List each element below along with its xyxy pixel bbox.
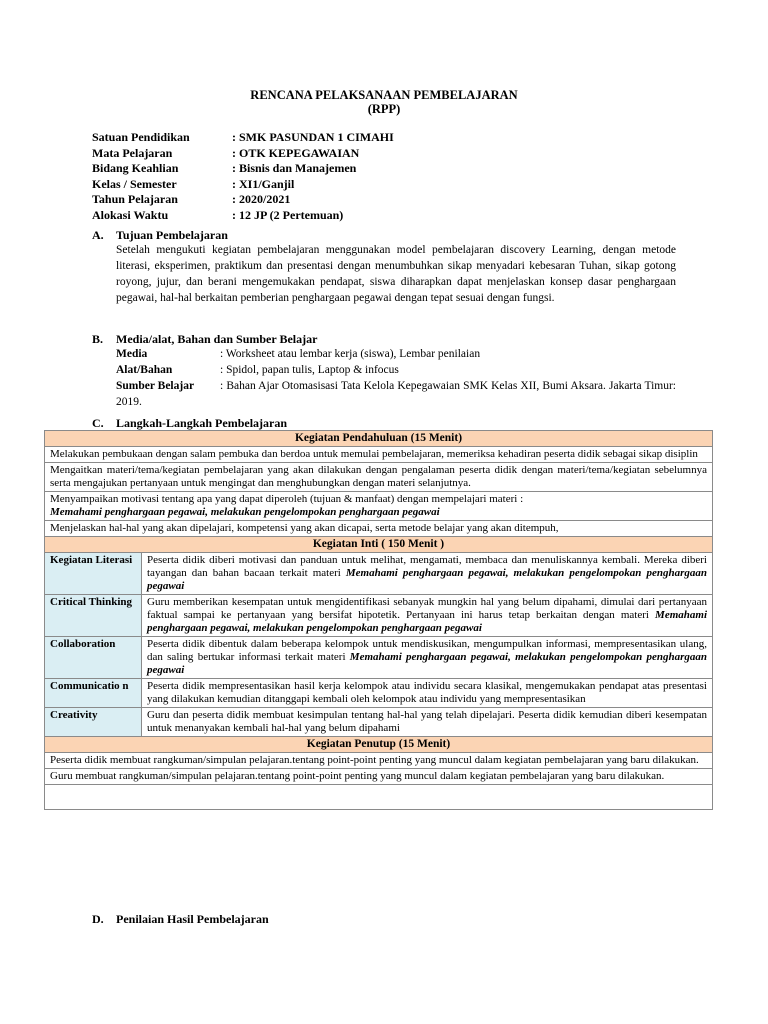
- langkah-table: [44, 430, 713, 810]
- meta-value: : XI1/Ganjil: [232, 176, 295, 191]
- section-title: Media/alat, Bahan dan Sumber Belajar: [116, 332, 318, 346]
- activity-text: [142, 637, 713, 679]
- activity-emphasis: Memahami penghargaan pegawai, melakukan pengelompokan penghargaan pegawai: [147, 609, 707, 634]
- table-row: [45, 679, 713, 708]
- section-label: B.: [92, 332, 104, 346]
- meta-row: [92, 177, 394, 193]
- meta-row: [92, 146, 394, 162]
- table-row: [45, 708, 713, 737]
- table-header-row: [45, 737, 713, 753]
- alat-value: : Spidol, papan tulis, Laptop & infocus: [220, 364, 399, 376]
- activity-body: Peserta didik diberi motivasi dan panduan untuk melihat, mengamati, membaca dan menuliskannya kembali. Mereka diberi tayangan dan bahan bacaan terkait materi: [147, 554, 707, 579]
- table-row: [45, 553, 713, 595]
- activity-text: [142, 595, 713, 637]
- table-cell: Peserta didik membuat rangkuman/simpulan pelajaran.tentang point-point penting yang muncul dalam kegiatan pembelajaran yang baru dilakukan.: [45, 753, 713, 769]
- document-title: RENCANA PELAKSANAAN PEMBELAJARAN: [250, 88, 518, 102]
- table-row: [45, 447, 713, 463]
- activity-label: Communicatio n: [45, 679, 142, 708]
- meta-key: Alokasi Waktu: [92, 207, 169, 222]
- meta-value: : OTK KEPEGAWAIAN: [232, 145, 360, 160]
- section-title: Langkah-Langkah Pembelajaran: [116, 416, 288, 430]
- table-row: [45, 463, 713, 492]
- table-cell: Menjelaskan hal-hal yang akan dipelajari, kompetensi yang akan dicapai, serta metode belajar yang akan ditempuh,: [45, 521, 713, 537]
- meta-value: : 2020/2021: [232, 192, 291, 206]
- activity-label: Creativity: [45, 708, 142, 737]
- activity-text: [142, 679, 713, 708]
- section-label: C.: [92, 416, 104, 430]
- media-value: : Worksheet atau lembar kerja (siswa), Lembar penilaian: [220, 348, 481, 360]
- meta-value: : SMK PASUNDAN 1 CIMAHI: [232, 130, 394, 144]
- section-title: Penilaian Hasil Pembelajaran: [116, 912, 269, 926]
- table-cell: [45, 492, 713, 521]
- motivation-emphasis: Memahami penghargaan pegawai, melakukan pengelompokan penghargaan pegawai: [50, 506, 440, 518]
- sumber-key: Sumber Belajar: [116, 380, 195, 392]
- table-cell: Melakukan pembukaan dengan salam pembuka dan berdoa untuk memulai pembelajaran, memeriksa kehadiran peserta didik sebagai sikap disiplin: [45, 447, 713, 463]
- meta-key: Bidang Keahlian: [92, 161, 179, 175]
- activity-label: Critical Thinking: [45, 595, 142, 637]
- table-row: [45, 753, 713, 769]
- sumber-value: : Bahan Ajar Otomasisasi Tata Kelola Kepegawaian SMK Kelas XII, Bumi Aksara. Jakarta Timur: 2019.: [116, 380, 676, 408]
- meta-value: : 12 JP (2 Pertemuan): [232, 207, 344, 222]
- media-row: [116, 362, 676, 378]
- table-header-row: [45, 431, 713, 447]
- sumber-row: [116, 378, 676, 410]
- document-subtitle: (RPP): [367, 102, 401, 116]
- media-row: [116, 346, 676, 362]
- activity-body: Peserta didik dibentuk dalam beberapa kelompok untuk mendiskusikan, mengumpulkan informasi, mempresentasikan ulang, dan saling bertukar informasi terkait materi: [147, 638, 707, 663]
- activity-label: Kegiatan Literasi: [45, 553, 142, 595]
- empty-cell: [45, 785, 713, 810]
- media-key: Media: [116, 348, 148, 360]
- section-title: Tujuan Pembelajaran: [116, 228, 228, 242]
- meta-row: [92, 130, 394, 146]
- activity-label: Collaboration: [45, 637, 142, 679]
- activity-body: Peserta didik mempresentasikan hasil kerja kelompok atau individu secara klasikal, mengemukakan pendapat atas presentasi yang dilakukan kemudian ditanggapi kembali oleh kelompok atau individu yang mempresentasikan: [147, 680, 707, 705]
- pendahuluan-header: Kegiatan Pendahuluan (15 Menit): [45, 431, 713, 447]
- activity-text: [142, 708, 713, 737]
- table-row: [45, 492, 713, 521]
- motivation-text: Menyampaikan motivasi tentang apa yang dapat diperoleh (tujuan & manfaat) dengan mempelajari materi :: [50, 493, 524, 505]
- section-label: A.: [92, 228, 104, 242]
- meta-key: Kelas / Semester: [92, 176, 177, 191]
- table-cell: Guru membuat rangkuman/simpulan pelajaran.tentang point-point penting yang muncul dalam kegiatan pembelajaran yang baru dilakukan.: [45, 769, 713, 785]
- table-row: [45, 521, 713, 537]
- meta-key: Mata Pelajaran: [92, 145, 173, 160]
- activity-emphasis: Memahami penghargaan pegawai, melakukan pengelompokan penghargaan pegawai: [147, 651, 708, 676]
- meta-row: [92, 192, 394, 208]
- table-header-row: [45, 537, 713, 553]
- activity-text: [142, 553, 713, 595]
- meta-key: Satuan Pendidikan: [92, 130, 190, 144]
- table-cell: Mengaitkan materi/tema/kegiatan pembelajaran yang akan dilakukan dengan pengalaman peserta didik dengan materi/tema/kegiatan sebelumnya serta mengajukan pertanyaan untuk mengingat dan menghubungkan dengan materi selanjutnya.: [45, 463, 713, 492]
- meta-value: : Bisnis dan Manajemen: [232, 161, 357, 175]
- identity-block: [92, 130, 394, 223]
- meta-row: [92, 208, 394, 224]
- activity-body: Guru dan peserta didik membuat kesimpulan tentang hal-hal yang telah dipelajari. Peserta didik kemudian diberi kesempatan untuk menanyakan kembali hal-hal yang belum dipahami: [147, 709, 707, 734]
- activity-emphasis: Memahami penghargaan pegawai, melakukan pengelompokan penghargaan pegawai: [147, 567, 707, 592]
- meta-key: Tahun Pelajaran: [92, 192, 178, 206]
- section-label: D.: [92, 912, 104, 926]
- table-row: [45, 637, 713, 679]
- table-row: [45, 595, 713, 637]
- meta-row: [92, 161, 394, 177]
- table-row: [45, 785, 713, 810]
- activity-body: Guru memberikan kesempatan untuk mengidentifikasi sebanyak mungkin hal yang belum dipahami, dimulai dari pertanyaan faktual sampai ke pertanyaan yang bersifat hipotetik. Pertanyaan ini harus tetap berkaitan dengan materi: [147, 596, 707, 621]
- media-list: [116, 346, 676, 410]
- penutup-header: Kegiatan Penutup (15 Menit): [45, 737, 713, 753]
- table-row: [45, 769, 713, 785]
- tujuan-paragraph: Setelah mengukuti kegiatan pembelajaran menggunakan model pembelajaran discovery Learning, dengan metode literasi, eksperimen, praktikum dan presentasi dengan menumbuhkan sikap menyadari kebesaran Tuhan, sikap gotong royong, jujur, dan berani mengemukakan pendapat, siswa diharapkan dapat menjelaskan konsep dasar penghargaan pegawai, hal-hal berkaitan pemberian penghargaan pegawai dengan tepat sesuai dengan fungsi.: [116, 244, 676, 304]
- alat-key: Alat/Bahan: [116, 364, 173, 376]
- inti-header: Kegiatan Inti ( 150 Menit ): [45, 537, 713, 553]
